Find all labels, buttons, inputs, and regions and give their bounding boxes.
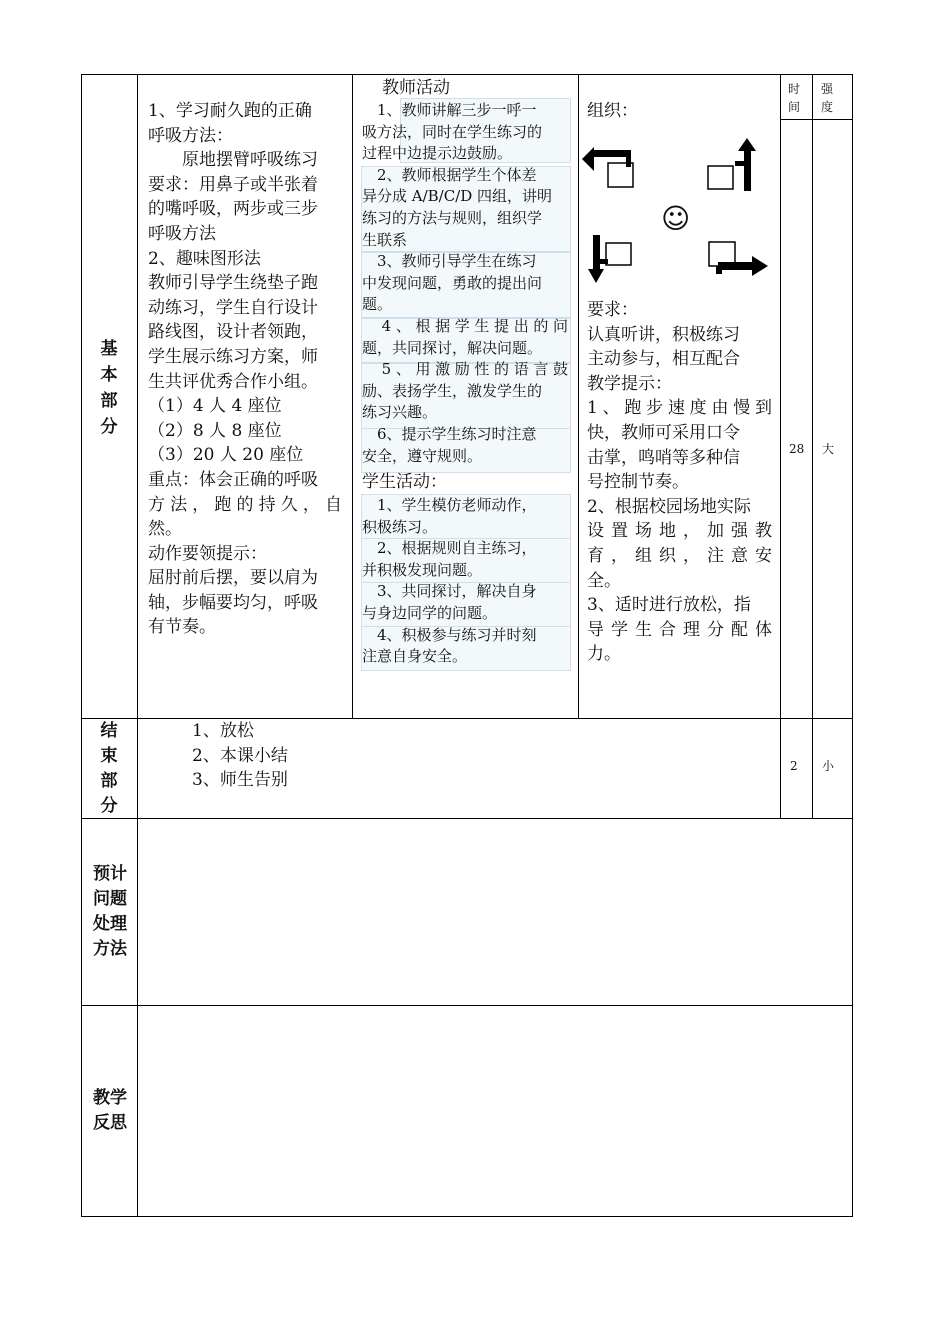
student-activity-heading: 学生活动： [362, 472, 447, 492]
teacher-activity-heading: 教师活动 [382, 78, 450, 98]
row-divider-3 [81, 1005, 853, 1006]
mat-bottom-left [588, 235, 631, 283]
ending-section-label: 结 束 部 分 [100, 721, 118, 816]
table-border-left [81, 74, 82, 1217]
time-column-divider [780, 74, 781, 819]
basic-section-label: 基 本 部 分 [100, 339, 118, 437]
table-border-right [852, 74, 853, 1217]
anticipated-problems-label: 预计 问题 处理 方法 [93, 864, 127, 959]
mat-bottom-right [709, 242, 768, 276]
mat-top-left [582, 147, 633, 187]
intensity-column-header: 强度 [821, 82, 834, 114]
header-row-divider [780, 119, 853, 120]
table-border-bottom [81, 1216, 853, 1217]
basic-intensity-value: 大 [822, 442, 835, 456]
mat-top-right [708, 138, 756, 191]
content-divider-2 [578, 74, 579, 719]
time-column-header: 时间 [788, 82, 801, 114]
ending-items: 1、放松 2、本课小结 3、师生告别 [192, 721, 288, 791]
organization-label: 组织： [587, 101, 638, 121]
teaching-reflection-label: 教学 反思 [93, 1088, 127, 1133]
intensity-column-divider [812, 74, 813, 819]
student-activity-list: 1、学生模仿老师动作， 积极练习。 2、根据规则自主练习， 并积极发现问题。 3、共同探讨，解决自身 与身边同学的问题。 4、积极参与练习并时刻 注意自身安全。 [362, 496, 537, 666]
teacher-position-smiley-icon: ☺ [661, 202, 691, 235]
table-border-top [81, 74, 853, 75]
basic-content: 1、学习耐久跑的正确 呼吸方法： 原地摆臂呼吸练习 要求：用鼻子或半张着 的嘴呼吸，两步或三步 呼吸方法 2、趣味图形法 教师引导学生绕垫子跑 动练习，学生自行设计 路线图，设计者领跑， 学生展示练习方案，师 生共评优秀合作小组。 （1）4 人 4 座位 （2）8 人 8 座位 （3）20 人 20 座位 重点：体会正确的呼吸 方法，跑的持久，自 然。 动作要领提示： 屈肘前后摆，要以肩为 轴，步幅要均匀，呼吸 有节奏。 [148, 101, 342, 638]
requirements-and-tips: 要求： 认真听讲，积极练习 主动参与，相互配合 教学提示： 1、跑步速度由慢到 快，教师可采用口令 击掌，鸣哨等多种信 号控制节奏。 2、根据校园场地实际 设置场地，加强教 育，组织，注意安 全。 3、适时进行放松，指 导学生合理分配体 力。 [587, 300, 772, 665]
content-divider-1 [352, 74, 353, 719]
row-divider-2 [81, 818, 853, 819]
ending-time-value: 2 [790, 759, 798, 773]
label-column-divider [137, 74, 138, 1217]
teacher-activity-list: 1、教师讲解三步一呼一 吸方法，同时在学生练习的 过程中边提示边鼓励。 2、教师根据学生个体差 异分成 A/B/C/D 四组，讲明 练习的方法与规则，组织学 生联系 3、教师引导学生在练习 中发现问题，勇敢的提出问 题。 4、根据学生提出的问 题，共同探讨，解决问题。 5、用激励性的语言鼓 励、表扬学生，激发学生的 练习兴趣。 6、提示学生练习时注意 安全，遵守规则。 [362, 101, 568, 465]
basic-time-value: 28 [789, 442, 805, 456]
ending-intensity-value: 小 [822, 759, 835, 773]
